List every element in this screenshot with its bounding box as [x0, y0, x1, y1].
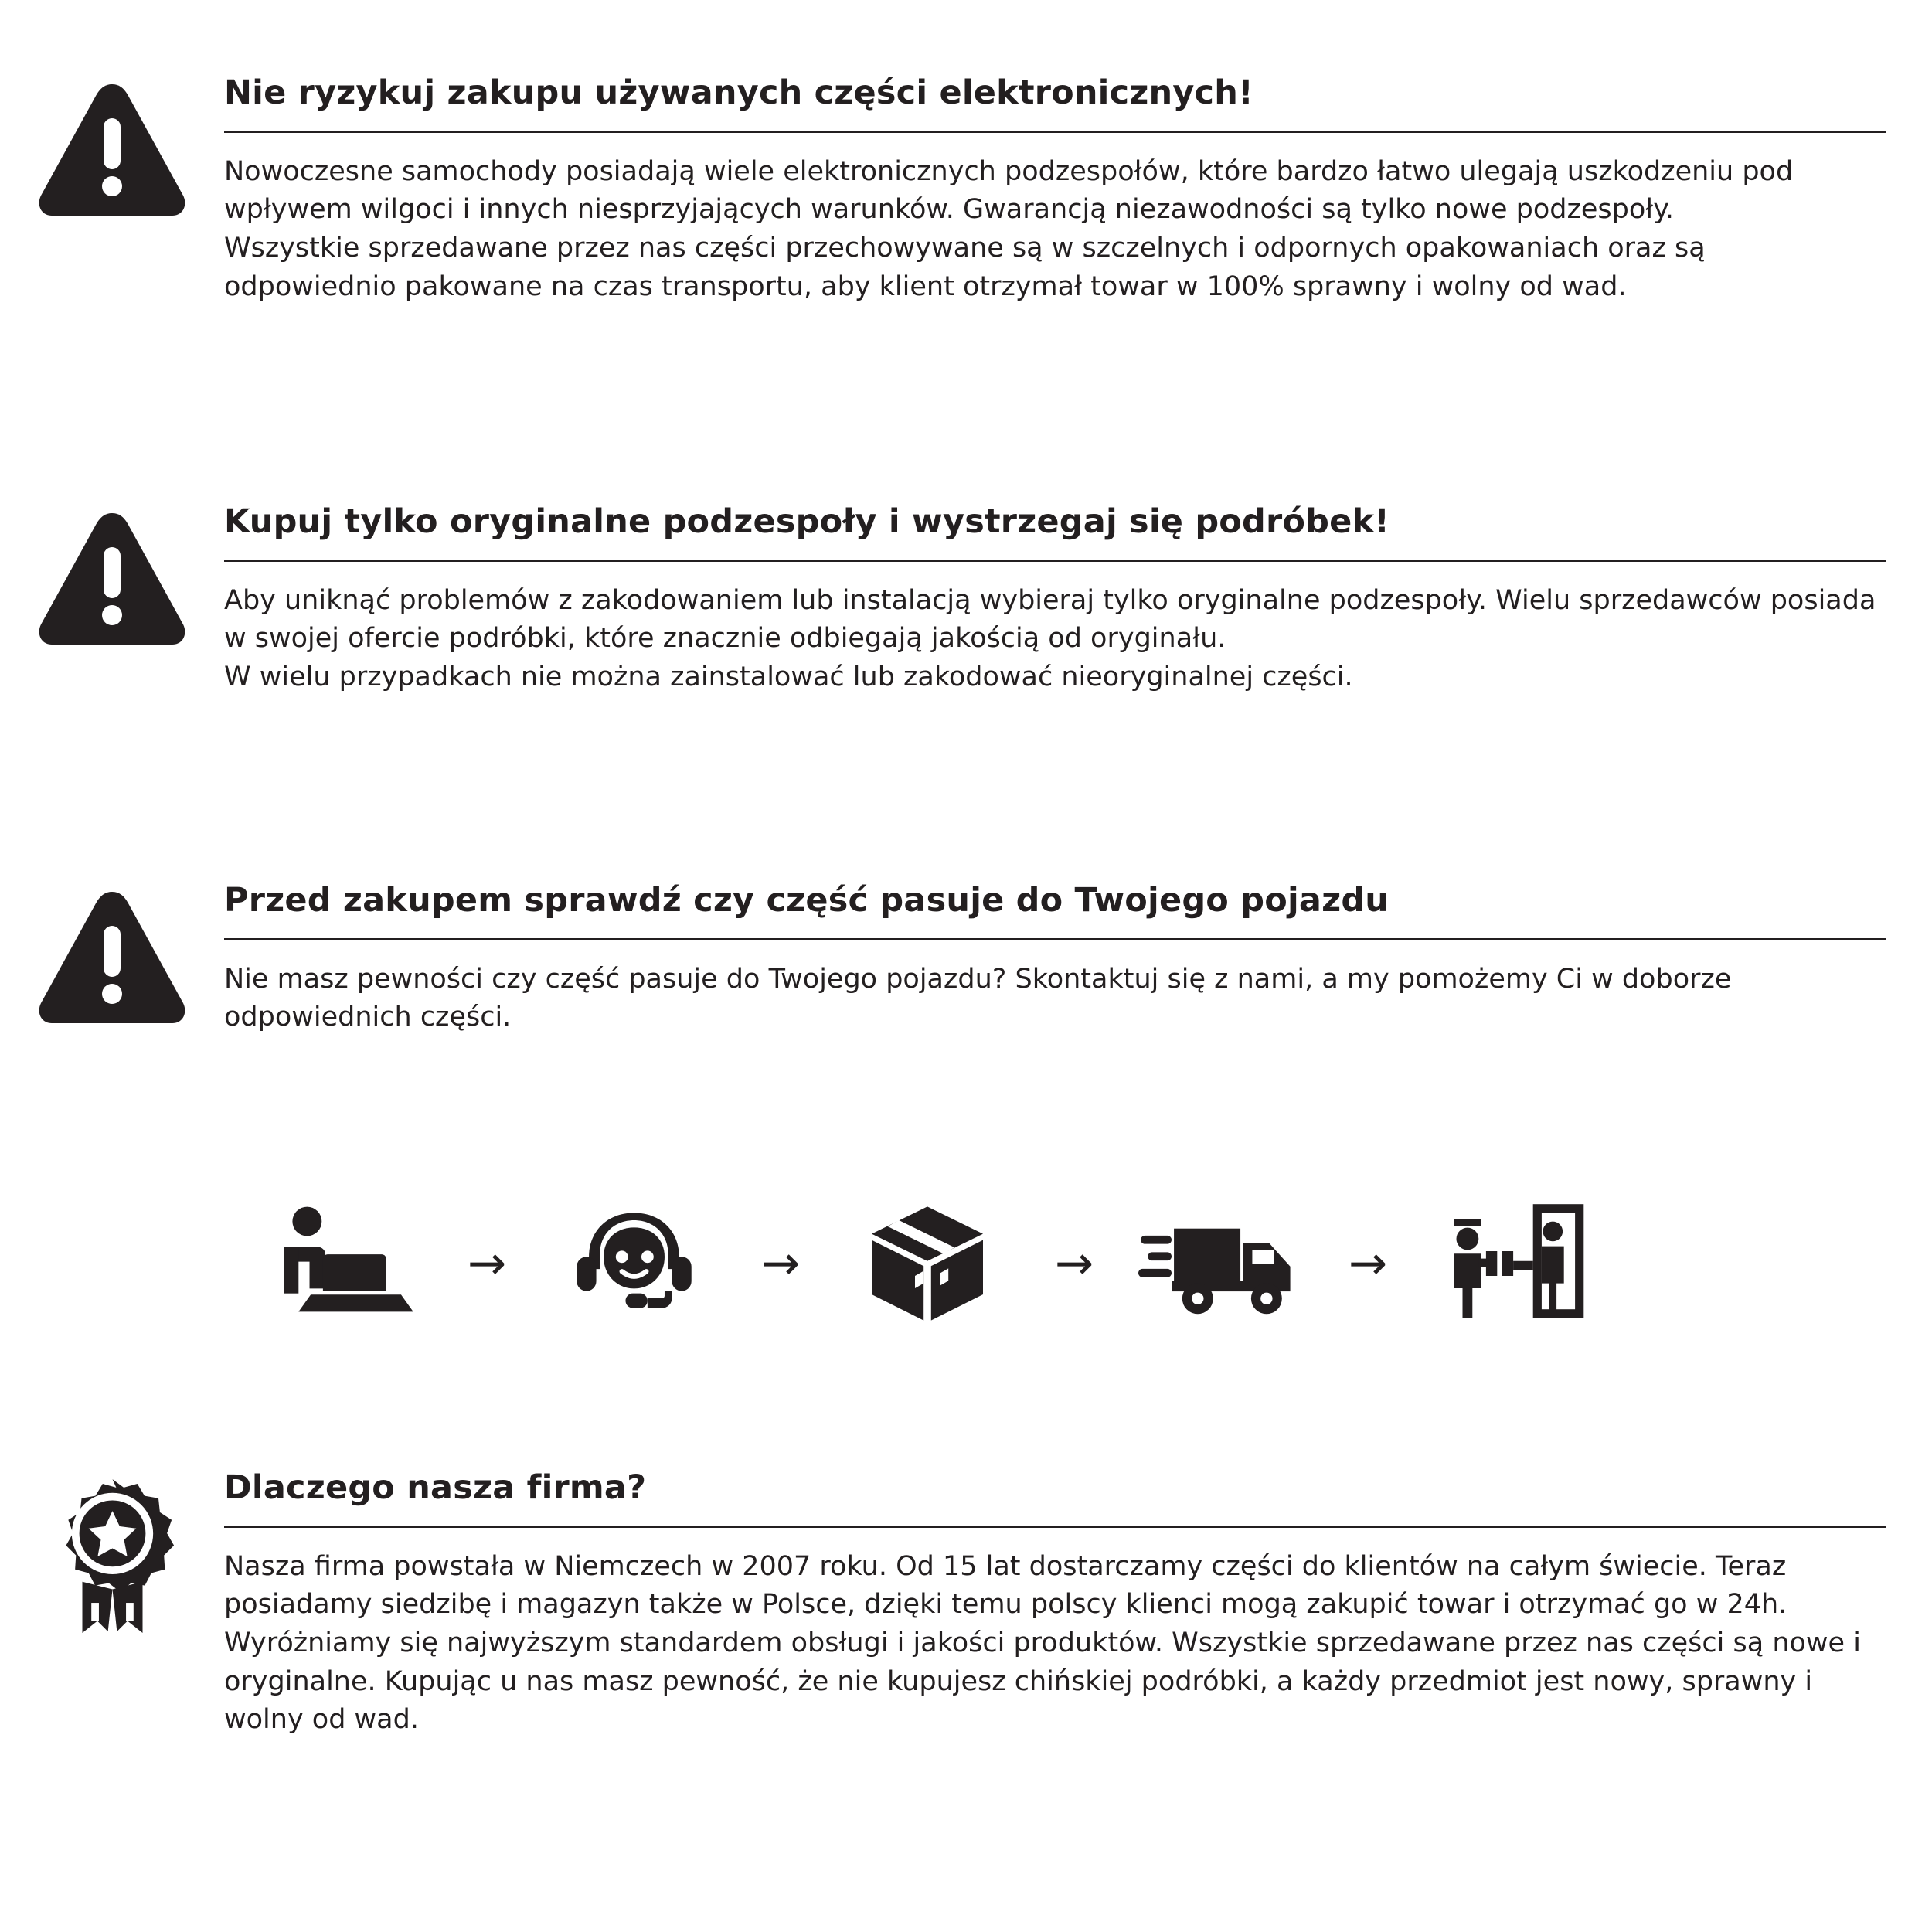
process-step-shipping [1136, 1206, 1306, 1321]
section-used-parts-warning [0, 73, 1932, 306]
process-step-delivery-handover [1430, 1202, 1600, 1325]
section-text [224, 73, 1932, 306]
divider [224, 560, 1886, 562]
order-process-flow [0, 1202, 1932, 1325]
section-text [224, 1468, 1932, 1740]
section-heading: Przed zakupem sprawdź czy część pasuje do Twojego pojazdu [224, 881, 1389, 920]
paragraph: Nowoczesne samochody posiadają wiele elektronicznych podzespołów, które bardzo łatwo ulegają uszkodzeniu pod wpływem wilgoci i innych niesprzyjających warunków. Gwarancją niezawodności są tylko nowe podzespoły. [224, 155, 1794, 226]
warning-triangle-icon [35, 510, 189, 649]
section-heading: Kupuj tylko oryginalne podzespoły i wystrzegaj się podróbek! [224, 502, 1390, 541]
section-text [224, 502, 1932, 697]
section-about-company [0, 1468, 1932, 1740]
warning-triangle-icon [35, 81, 189, 220]
paragraph: Aby uniknąć problemów z zakodowaniem lub instalacją wybieraj tylko oryginalne podzespoły. Wielu sprzedawców posiada w swojej ofercie podróbki, które znacznie odbiegają jakością od oryginału. [224, 584, 1876, 655]
section-fitment-check [0, 881, 1932, 1037]
quality-badge-icon [37, 1476, 188, 1642]
paragraph: Nasza firma powstała w Niemczech w 2007 roku. Od 15 lat dostarczamy części do klientów na całym świecie. Teraz posiadamy siedzibę i magazyn także w Polsce, dzięki temu polscy klienci mogą zakupić towar i otrzymać go w 24h. [224, 1550, 1787, 1621]
section-text [224, 881, 1932, 1037]
process-arrow: → [1348, 1236, 1388, 1291]
courier-handover-icon [1444, 1202, 1587, 1325]
section-heading: Dlaczego nasza firma? [224, 1468, 647, 1507]
process-arrow: → [1054, 1236, 1094, 1291]
divider [224, 938, 1886, 940]
person-at-laptop-icon [267, 1206, 413, 1321]
package-box-icon [862, 1202, 993, 1325]
process-step-order [255, 1206, 425, 1321]
process-arrow: → [760, 1236, 801, 1291]
section-icon-wrap [0, 502, 224, 649]
paragraph: Wszystkie sprzedawane przez nas części przechowywane są w szczelnych i odpornych opakowaniach oraz są odpowiednio pakowane na czas transportu, aby klient otrzymał towar w 100% sprawny i wolny od wad. [224, 232, 1706, 302]
process-step-support [549, 1206, 719, 1321]
paragraph: Wyróżniamy się najwyższym standardem obsługi i jakości produktów. Wszystkie sprzedawane przez nas części są nowe i oryginalne. Kupując u nas masz pewność, że nie kupujesz chińskiej podróbki, a każdy przedmiot jest nowy, sprawny i wolny od wad. [224, 1627, 1861, 1736]
headset-support-icon [566, 1206, 702, 1321]
process-arrow: → [467, 1236, 507, 1291]
divider [224, 131, 1886, 133]
paragraph: Nie masz pewności czy część pasuje do Twojego pojazdu? Skontaktuj się z nami, a my pomożemy Ci w doborze odpowiednich części. [224, 963, 1732, 1033]
process-step-package [842, 1202, 1012, 1325]
divider [224, 1526, 1886, 1528]
paragraph: W wielu przypadkach nie można zainstalować lub zakodować nieoryginalnej części. [224, 661, 1353, 692]
section-original-parts-warning [0, 502, 1932, 697]
section-icon-wrap [0, 1468, 224, 1642]
warning-triangle-icon [35, 889, 189, 1028]
page-title: Nie ryzykuj zakupu używanych części elektronicznych! [224, 73, 1253, 112]
section-icon-wrap [0, 881, 224, 1028]
delivery-truck-icon [1138, 1206, 1304, 1321]
section-icon-wrap [0, 73, 224, 220]
